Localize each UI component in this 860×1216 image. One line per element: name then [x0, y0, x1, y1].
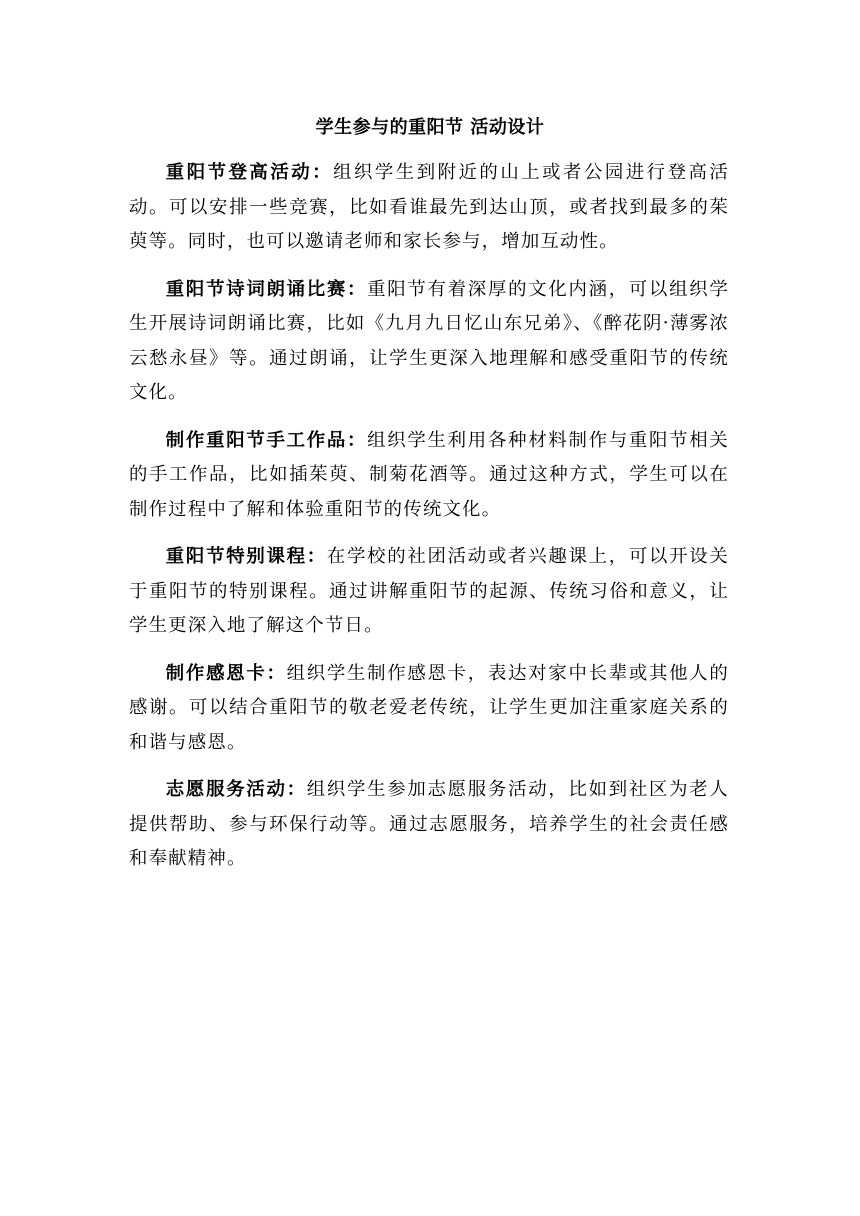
paragraph-heading: 志愿服务活动：: [165, 779, 307, 800]
paragraph-heading: 重阳节特别课程：: [165, 546, 327, 567]
paragraph-text: 组织学生到附近的山上或者公园进行登高活动。可以安排一些竞赛，比如看谁最先到达山顶，或者找到最多的茱萸等。同时，也可以邀请老师和家长参与，增加互动性。: [129, 162, 729, 252]
paragraph-text: 组织学生参加志愿服务活动，比如到社区为老人提供帮助、参与环保行动等。通过志愿服务，培养学生的社会责任感和奉献精神。: [129, 779, 729, 869]
activity-paragraph-climbing: [129, 156, 729, 260]
activity-paragraph-poetry: [129, 273, 729, 411]
paragraph-text: 重阳节有着深厚的文化内涵，可以组织学生开展诗词朗诵比赛，比如《九月九日忆山东兄弟》、《醉花阴·薄雾浓云愁永昼》等。通过朗诵，让学生更深入地理解和感受重阳节的传统文化。: [129, 278, 729, 403]
paragraph-text: 组织学生制作感恩卡，表达对家中长辈或其他人的感谢。可以结合重阳节的敬老爱老传统，让学生更加注重家庭关系的和谐与感恩。: [129, 662, 730, 753]
paragraph-text: 组织学生利用各种材料制作与重阳节相关的手工作品，比如插茱萸、制菊花酒等。通过这种方式，学生可以在制作过程中了解和体验重阳节的传统文化。: [129, 429, 729, 520]
activity-paragraph-handcraft: [129, 424, 729, 528]
document-body: [129, 156, 729, 890]
paragraph-heading: 重阳节登高活动：: [165, 162, 334, 183]
paragraph-heading: 制作感恩卡：: [165, 662, 287, 684]
activity-paragraph-thank-you-card: [129, 657, 729, 761]
paragraph-heading: 重阳节诗词朗诵比赛：: [165, 278, 368, 300]
paragraph-text: 在学校的社团活动或者兴趣课上，可以开设关于重阳节的特别课程。通过讲解重阳节的起源、传统习俗和意义，让学生更深入地了解这个节日。: [129, 546, 729, 636]
activity-paragraph-course: [129, 540, 729, 644]
activity-paragraph-volunteer: [129, 773, 729, 877]
document-title: 学生参与的重阳节 活动设计: [315, 117, 545, 138]
paragraph-heading: 制作重阳节手工作品：: [165, 429, 368, 451]
